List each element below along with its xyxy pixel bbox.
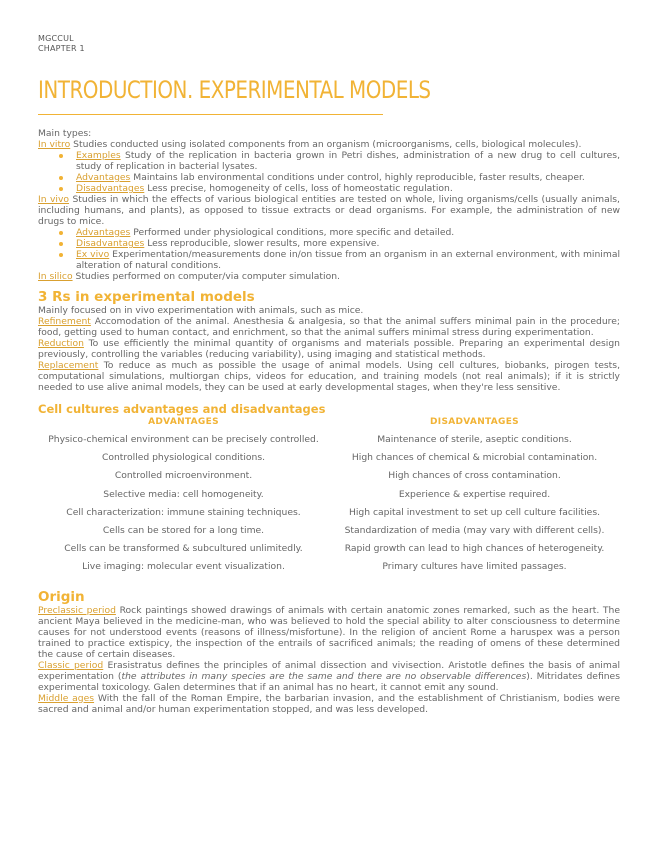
replacement-text: To reduce as much as possible the usage of animal models. Using cell cultures, biobanks, pirogen tests, computational simulations, multiorgan chips, videos for education, and training models (not real animals); if it is strictly needed to use alive animal models, they can be used at early developmental stages, when they're less sensitive. (38, 360, 620, 393)
title-underline (38, 114, 383, 115)
main-types-intro: Main types: (38, 128, 92, 139)
list-item (76, 227, 620, 238)
bullet-term: Examples (76, 150, 121, 161)
table-row (38, 507, 620, 525)
in-vitro-term: In vitro (38, 139, 71, 150)
reduction-text: To use efficiently the minimal quantity of organisms and materials possible. Preparing an experimental design previously, controlling the variables (reducing variability), using imaging and statistical methods. (38, 338, 620, 360)
advantage-cell: Cells can be transformed & subcultured unlimitedly. (64, 543, 303, 555)
page-title: INTRODUCTION. EXPERIMENTAL MODELS (38, 76, 431, 104)
classic-term: Classic period (38, 659, 104, 671)
in-silico-term: In silico (38, 271, 73, 282)
in-vitro-paragraph (38, 139, 620, 150)
classic-text-after: ). Mitridates defines experimental toxicology. Galen determines that if an animal has no heart, it cannot emit any sound. (38, 670, 620, 693)
disadvantage-cell: Primary cultures have limited passages. (382, 561, 567, 573)
three-rs-intro: Mainly focused on in vivo experimentation with animals, such as mice. (38, 305, 364, 316)
bullet-term: Disadvantages (76, 238, 145, 249)
advantage-cell: Controlled physiological conditions. (101, 452, 266, 464)
document-page (38, 34, 620, 715)
table-row (38, 452, 620, 470)
author-label: MGCCUL (38, 34, 74, 43)
in-silico-paragraph (38, 271, 620, 282)
table-row (38, 561, 620, 579)
disadvantage-cell: Experience & expertise required. (398, 488, 551, 500)
disadvantage-cell: High chances of chemical & microbial contamination. (351, 452, 598, 464)
disadvantages-column-header: DISADVANTAGES (430, 417, 519, 427)
list-item (76, 172, 620, 183)
advantage-cell: Physico-chemical environment can be precisely controlled. (48, 434, 319, 445)
list-item (76, 249, 620, 271)
list-item (76, 150, 620, 172)
cell-cultures-heading: Cell cultures advantages and disadvantages (38, 402, 326, 416)
disadvantage-cell: High capital investment to set up cell culture facilities. (348, 506, 601, 518)
in-vitro-text: Studies conducted using isolated components from an organism (microorganisms, cells, biological molecules). (70, 139, 582, 150)
chapter-label: CHAPTER 1 (38, 44, 85, 53)
bullet-text: Less precise, homogeneity of cells, loss of homeostatic regulation. (144, 183, 453, 194)
bullet-term: Ex vivo (76, 249, 110, 260)
cell-cultures-table (38, 416, 620, 580)
bullet-text: Study of the replication in bacteria grown in Petri dishes, administration of a new drug to cell cultures, study of replication in bacterial lysates. (76, 150, 620, 172)
in-vivo-term: In vivo (38, 194, 70, 205)
bullet-term: Disadvantages (76, 183, 145, 194)
reduction-paragraph (38, 338, 620, 360)
in-vitro-bullets (38, 150, 620, 194)
origin-heading: Origin (38, 588, 85, 605)
middle-ages-term: Middle ages (38, 692, 95, 704)
replacement-term: Replacement (38, 360, 99, 371)
table-row (38, 470, 620, 488)
advantage-cell: Live imaging: molecular event visualization. (82, 561, 285, 573)
classic-text-before: Erasistratus defines the principles of animal dissection and vivisection. Aristotle defines the basis of animal experimentation ( (38, 659, 620, 682)
bullet-term: Advantages (76, 172, 131, 183)
disadvantage-cell: Rapid growth can lead to high chances of heterogeneity. (344, 543, 605, 555)
bullet-text: Maintains lab environmental conditions under control, highly reproducible, faster results, cheaper. (130, 172, 585, 183)
advantage-cell: Selective media: cell homogeneity. (103, 488, 264, 500)
in-silico-text: Studies performed on computer/via computer simulation. (72, 271, 340, 282)
table-header-row (38, 416, 620, 434)
advantage-cell: Cell characterization: immune staining techniques. (66, 506, 301, 518)
advantage-cell: Controlled microenvironment. (114, 470, 253, 482)
advantage-cell: Cells can be stored for a long time. (102, 524, 265, 536)
bullet-text: Less reproducible, slower results, more expensive. (144, 238, 380, 249)
table-row (38, 434, 620, 452)
list-item (76, 238, 620, 249)
bullet-text: Performed under physiological conditions, more specific and detailed. (130, 227, 455, 238)
bullet-text: Experimentation/measurements done in/on tissue from an organism in an external environment, with minimal alteration of natural conditions. (76, 249, 620, 271)
classic-paragraph (38, 660, 620, 693)
table-row (38, 489, 620, 507)
advantages-column-header: ADVANTAGES (148, 417, 219, 427)
three-rs-heading: 3 Rs in experimental models (38, 289, 255, 305)
refinement-term: Refinement (38, 316, 91, 327)
classic-text-italic: the attributes in many species are the same and there are no observable differences (121, 670, 527, 682)
reduction-term: Reduction (38, 338, 84, 349)
disadvantage-cell: Maintenance of sterile, aseptic conditions. (377, 434, 572, 445)
table-row (38, 543, 620, 561)
bullet-term: Advantages (76, 227, 131, 238)
middle-ages-paragraph (38, 693, 620, 715)
replacement-paragraph (38, 360, 620, 393)
preclassic-paragraph (38, 605, 620, 660)
preclassic-term: Preclassic period (38, 604, 116, 616)
refinement-text: Accomodation of the animal. Anesthesia & analgesia, so that the animal suffers minimal pain in the procedure; food, getting used to human contact, and enrichment, so that the animal suffers minimal stress during experimentation. (38, 316, 620, 338)
middle-ages-text: With the fall of the Roman Empire, the barbarian invasion, and the establishment of Christianism, bodies were sacred and animal and/or human experimentation stopped, and was less developed. (38, 692, 620, 715)
disadvantage-cell: Standardization of media (may vary with different cells). (344, 524, 605, 536)
disadvantage-cell: High chances of cross contamination. (388, 470, 561, 482)
in-vivo-text: Studies in which the effects of various biological entities are tested on whole, living organisms/cells (usually animals, including humans, and plants), as opposed to tissue extracts or dead organisms. For example, the administration of new drugs to mice. (38, 194, 620, 227)
in-vivo-bullets (38, 227, 620, 271)
preclassic-text: Rock paintings showed drawings of animals with certain anatomic zones remarked, such as the heart. The ancient Maya believed in the medicine-man, who was believed to hold the special ability to alter consciousness to determine causes for not understood events (reasons of illness/misfortune). In the religion of ancient Rome a haruspex was a person trained to practice extispicy, the inspection of the entrails of sacrificed animals; the reading of omens of these determined the cause of certain diseases. (38, 604, 620, 660)
in-vivo-paragraph (38, 194, 620, 227)
refinement-paragraph (38, 316, 620, 338)
table-row (38, 525, 620, 543)
list-item (76, 183, 620, 194)
